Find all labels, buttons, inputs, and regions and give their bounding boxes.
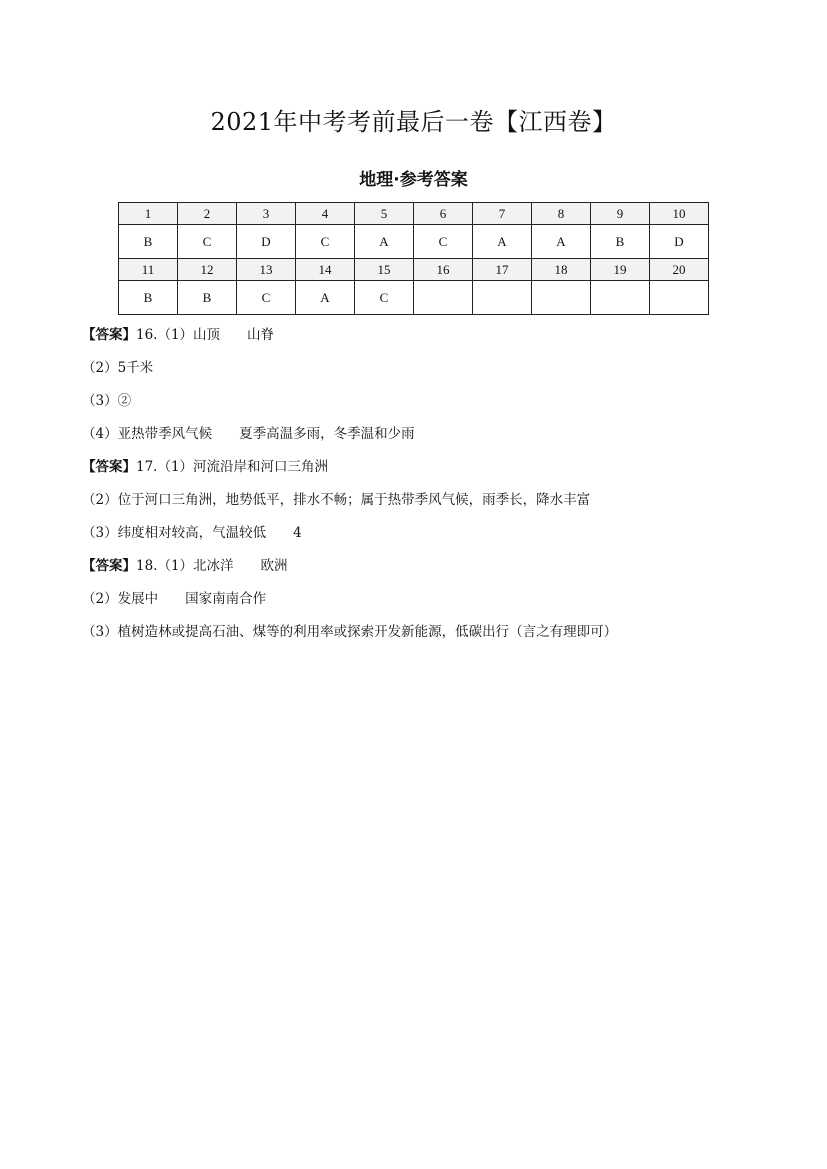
question-number-cell: 11	[119, 259, 178, 281]
question-number-cell: 7	[473, 203, 532, 225]
answer-cell	[650, 281, 709, 315]
answer-cell: D	[650, 225, 709, 259]
answer-cell	[414, 281, 473, 315]
answer-cell: C	[355, 281, 414, 315]
question-number-cell: 13	[237, 259, 296, 281]
answer-explanations	[82, 322, 782, 652]
question-number-cell: 15	[355, 259, 414, 281]
question-number-row	[119, 259, 709, 281]
answer-cell: D	[237, 225, 296, 259]
answer-line	[82, 487, 782, 520]
question-number-row	[119, 203, 709, 225]
page-subtitle: 地理·参考答案	[359, 170, 468, 190]
question-number-cell: 2	[178, 203, 237, 225]
answer-cell: A	[355, 225, 414, 259]
answer-line	[82, 388, 782, 421]
answer-text: （2）发展中 国家南南合作	[82, 591, 267, 607]
question-number-cell: 20	[650, 259, 709, 281]
question-number-cell: 10	[650, 203, 709, 225]
question-number-cell: 5	[355, 203, 414, 225]
answer-line	[82, 553, 782, 586]
answer-row	[119, 225, 709, 259]
answer-cell: C	[414, 225, 473, 259]
answer-text: 17.（1）河流沿岸和河口三角洲	[136, 459, 329, 475]
question-number-cell: 4	[296, 203, 355, 225]
answer-text: 16.（1）山顶 山脊	[136, 327, 275, 343]
answer-cell: B	[119, 225, 178, 259]
answer-cell: A	[532, 225, 591, 259]
question-number-cell: 14	[296, 259, 355, 281]
question-number-cell: 17	[473, 259, 532, 281]
question-number-cell: 9	[591, 203, 650, 225]
answer-line	[82, 520, 782, 553]
answer-table	[118, 202, 709, 315]
answer-text: （4）亚热带季风气候 夏季高温多雨，冬季温和少雨	[82, 426, 415, 442]
answer-cell: B	[591, 225, 650, 259]
answer-cell	[532, 281, 591, 315]
answer-text: （3）纬度相对较高，气温较低 4	[82, 525, 302, 541]
answer-marker: 【答案】	[82, 459, 136, 475]
answer-line	[82, 355, 782, 388]
answer-text: 18.（1）北冰洋 欧洲	[136, 558, 288, 574]
answer-line	[82, 454, 782, 487]
answer-line	[82, 619, 782, 652]
answer-text: （2）5千米	[82, 360, 154, 376]
question-number-cell: 18	[532, 259, 591, 281]
question-number-cell: 6	[414, 203, 473, 225]
answer-text: （2）位于河口三角洲，地势低平，排水不畅；属于热带季风气候，雨季长，降水丰富	[82, 492, 591, 508]
answer-text: （3）②	[82, 393, 132, 409]
answer-cell: C	[178, 225, 237, 259]
answer-cell	[591, 281, 650, 315]
answer-cell: C	[237, 281, 296, 315]
question-number-cell: 19	[591, 259, 650, 281]
question-number-cell: 1	[119, 203, 178, 225]
answer-cell: C	[296, 225, 355, 259]
answer-cell	[473, 281, 532, 315]
question-number-cell: 16	[414, 259, 473, 281]
answer-text: （3）植树造林或提高石油、煤等的利用率或探索开发新能源，低碳出行（言之有理即可）	[82, 624, 618, 640]
answer-line	[82, 421, 782, 454]
page-title: 2021年中考考前最后一卷【江西卷】	[210, 108, 617, 136]
question-number-cell: 8	[532, 203, 591, 225]
answer-marker: 【答案】	[82, 327, 136, 343]
answer-cell: B	[119, 281, 178, 315]
answer-cell: A	[296, 281, 355, 315]
answer-row	[119, 281, 709, 315]
question-number-cell: 3	[237, 203, 296, 225]
question-number-cell: 12	[178, 259, 237, 281]
answer-line	[82, 586, 782, 619]
answer-marker: 【答案】	[82, 558, 136, 574]
answer-line	[82, 322, 782, 355]
answer-cell: B	[178, 281, 237, 315]
answer-cell: A	[473, 225, 532, 259]
